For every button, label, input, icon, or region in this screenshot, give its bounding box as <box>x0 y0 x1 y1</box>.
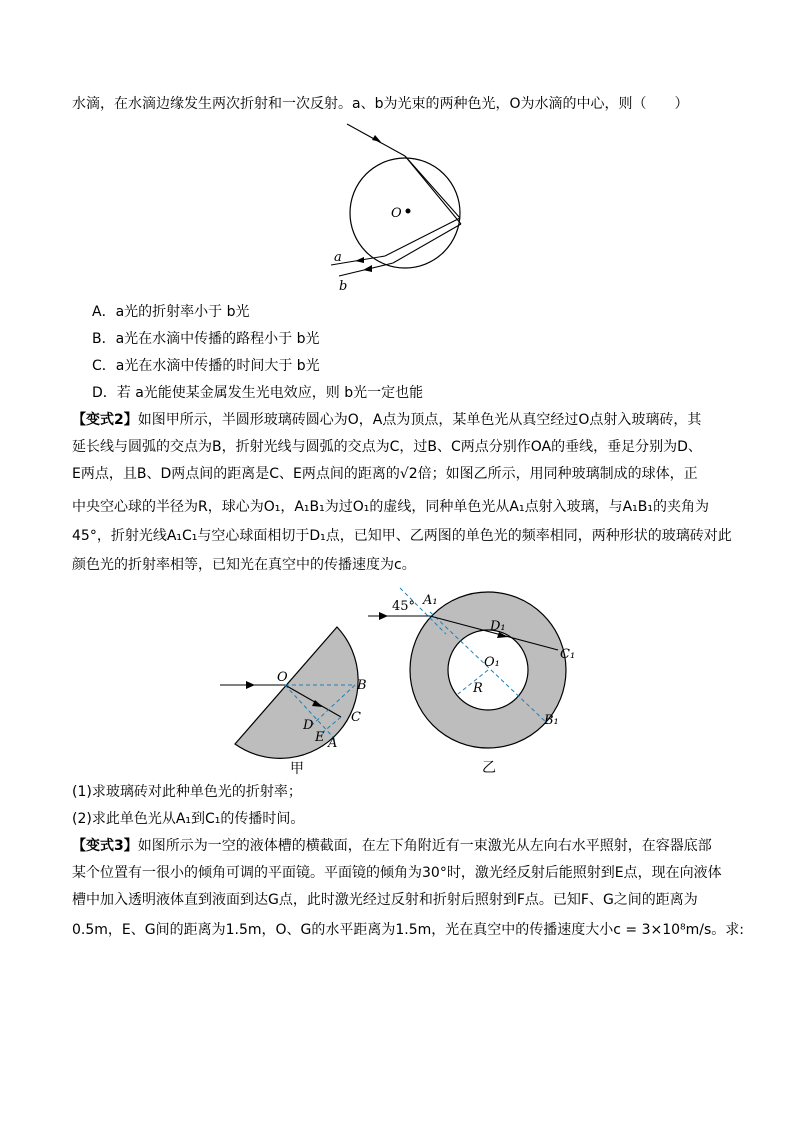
label-A1: A₁ <box>423 593 438 608</box>
label-D1: D₁ <box>490 619 506 634</box>
semicircle-glass <box>235 627 358 758</box>
label-R: R <box>473 681 483 696</box>
label-b: b <box>339 279 348 293</box>
v3-line-1: 【变式3】如图所示为一空的液体槽的横截面，在左下角附近有一束激光从左向右水平照射，在容器底部 <box>72 838 712 854</box>
v2-line-1: 【变式2】如图甲所示，半圆形玻璃砖圆心为O，A点为顶点，某单色光从真空经过O点射入玻璃砖，其 <box>72 412 702 428</box>
v3-tag: 【变式3】 <box>72 838 138 854</box>
arrow-a <box>355 257 364 263</box>
arrow-b <box>363 265 372 272</box>
v3-line-4: 0.5m，E、G间的距离为1.5m，O、G的水平距离为1.5m，光在真空中的传播速度大小c = 3×10⁸m/s。求: <box>72 922 745 938</box>
label-A-jia: A <box>328 736 338 751</box>
q1-stem: 水滴，在水滴边缘发生两次折射和一次反射。a、b为光束的两种色光，O为水滴的中心，则（ ） <box>72 96 689 112</box>
v3-line-3: 槽中加入透明液体直到液面到达G点，此时激光经过反射和折射后照射到F点。已知F、G之间的距离为 <box>72 892 698 908</box>
droplet-figure <box>325 118 475 293</box>
option-b: B．a光在水滴中传播的路程小于 b光 <box>92 331 320 347</box>
droplet-circle <box>350 158 460 268</box>
label-C-jia: C <box>351 710 361 725</box>
caption-yi: 乙 <box>482 760 496 776</box>
v2-line-4: 中央空心球的半径为R，球心为O₁，A₁B₁为过O₁的虚线，同种单色光从A₁点射入玻璃，与A₁B₁的夹角为 <box>72 499 709 515</box>
option-d: D．若 a光能使某金属发生光电效应，则 b光一定也能 <box>92 385 424 401</box>
label-O1: O₁ <box>484 655 500 670</box>
v2-tag: 【变式2】 <box>72 412 138 428</box>
label-O-jia: O <box>277 670 288 685</box>
option-a: A．a光的折射率小于 b光 <box>92 304 250 320</box>
v3-line-2: 某个位置有一很小的倾角可调的平面镜。平面镜的倾角为30°时，激光经反射后能照射到E点，现在向液体 <box>72 865 722 881</box>
v2-question-2: (2)求此单色光从A₁到C₁的传播时间。 <box>72 811 305 827</box>
label-B1: B₁ <box>544 713 559 728</box>
label-E-jia: E <box>315 730 325 745</box>
label-C1: C₁ <box>560 647 576 662</box>
arrow-yi-in <box>379 612 388 620</box>
label-45: 45° <box>392 599 416 614</box>
arrow-jia <box>246 681 255 689</box>
v2-question-1: (1)求玻璃砖对此种单色光的折射率； <box>72 784 302 800</box>
v2-line-3: E两点，且B、D两点间的距离是C、E两点间的距离的√2倍；如图乙所示，用同种玻璃制成的球体，正 <box>72 466 698 482</box>
incident-arrow <box>372 135 381 142</box>
caption-jia: 甲 <box>290 761 304 777</box>
label-D-jia: D <box>303 718 314 733</box>
option-c: C．a光在水滴中传播的时间大于 b光 <box>92 358 320 374</box>
figure-yi <box>360 582 590 782</box>
v2-line-2: 延长线与圆弧的交点为B，折射光线与圆弧的交点为C，过B、C两点分别作OA的垂线，垂足分别为D、 <box>72 439 702 455</box>
ray-inside-3 <box>385 218 460 256</box>
v2-line-6: 颜色光的折射率相等，已知光在真空中的传播速度为c。 <box>72 557 416 573</box>
label-O: O <box>391 206 402 221</box>
label-B-jia: B <box>357 678 367 693</box>
figure-jia <box>215 625 375 780</box>
label-a: a <box>334 250 342 265</box>
v2-line-5: 45°，折射光线A₁C₁与空心球面相切于D₁点，已知甲、乙两图的单色光的频率相同，两种形状的玻璃砖对此 <box>72 528 732 544</box>
center-dot <box>406 209 411 214</box>
